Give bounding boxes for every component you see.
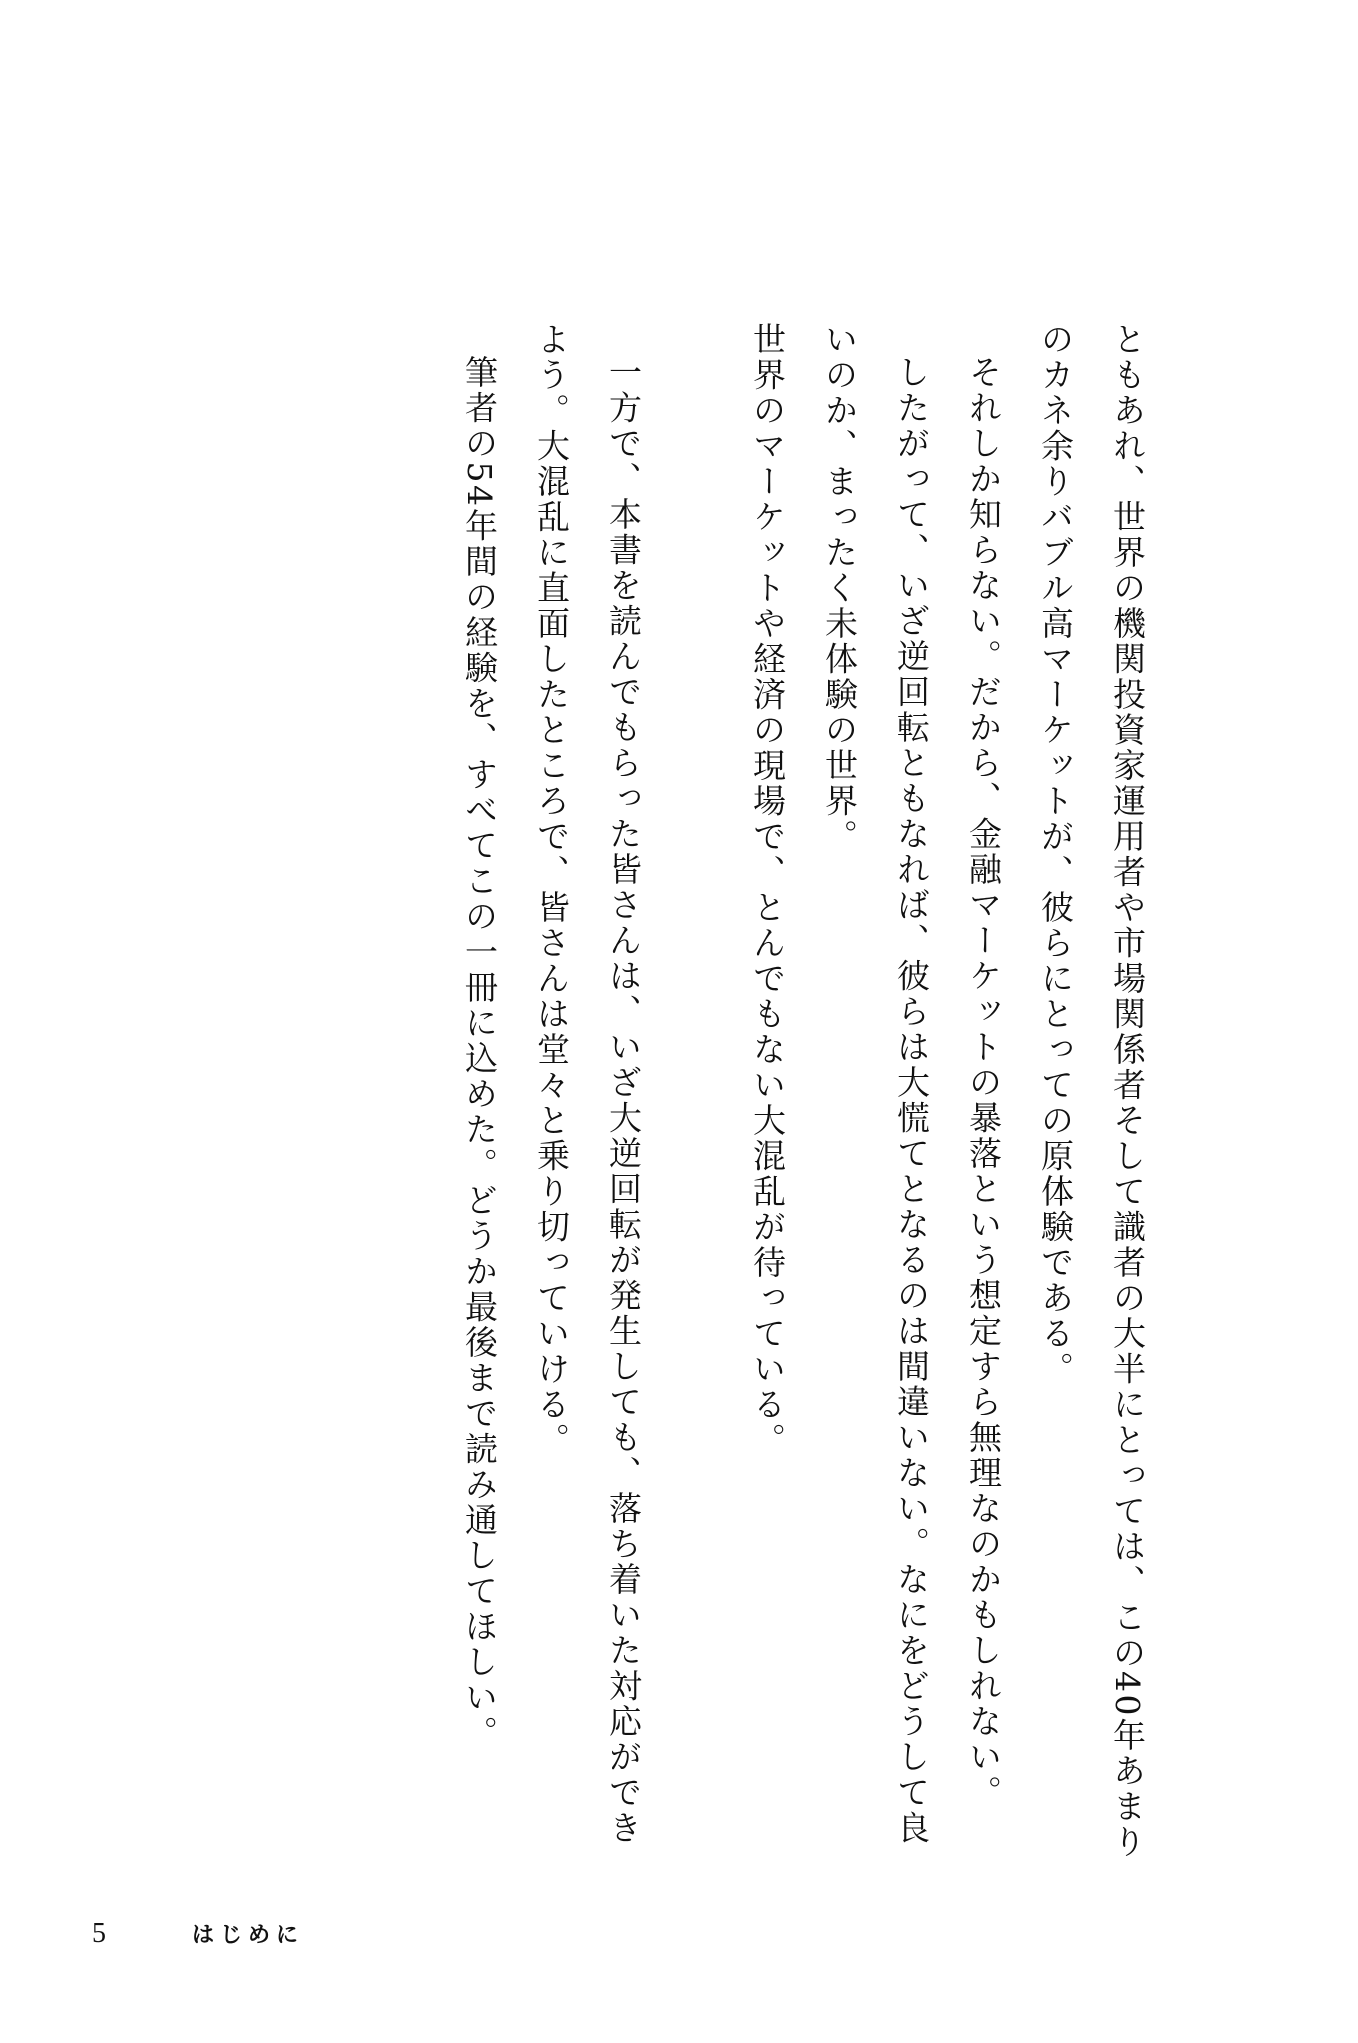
paragraph-4: 世界のマーケットや経済の現場で、とんでもない大混乱が待っている。 <box>748 322 787 1458</box>
paragraph-2: それしか知らない。だから、金融マーケットの暴落という想定すら無理なのかもしれない。 <box>964 355 1003 1811</box>
paragraph-3: したがって、いざ逆回転ともなれば、彼らは大慌てとなるのは間違いない。なにをどうして良いのか、まったく未体験の世界。 <box>820 322 931 1846</box>
running-head: はじめに <box>192 1923 305 1948</box>
page-number: 5 <box>92 1918 106 1949</box>
paragraph-gap <box>659 322 731 332</box>
paragraph-6: 筆者の54年間の経験を、すべてこの一冊に込めた。どうか最後まで読み通してほしい。 <box>460 355 499 1751</box>
paragraph-5: 一方で、本書を読んでもらった皆さんは、いざ大逆回転が発生しても、落ち着いた対応ができよう。大混乱に直面したところで、皆さんは堂々と乗り切っていける。 <box>532 322 643 1846</box>
page-footer <box>92 1918 304 1958</box>
paragraph-1: ともあれ、世界の機関投資家運用者や市場関係者そして識者の大半にとっては、この40年あまりのカネ余りバブル高マーケットが、彼らにとっての原体験である。 <box>1036 322 1147 1860</box>
body-text <box>443 322 1163 1862</box>
